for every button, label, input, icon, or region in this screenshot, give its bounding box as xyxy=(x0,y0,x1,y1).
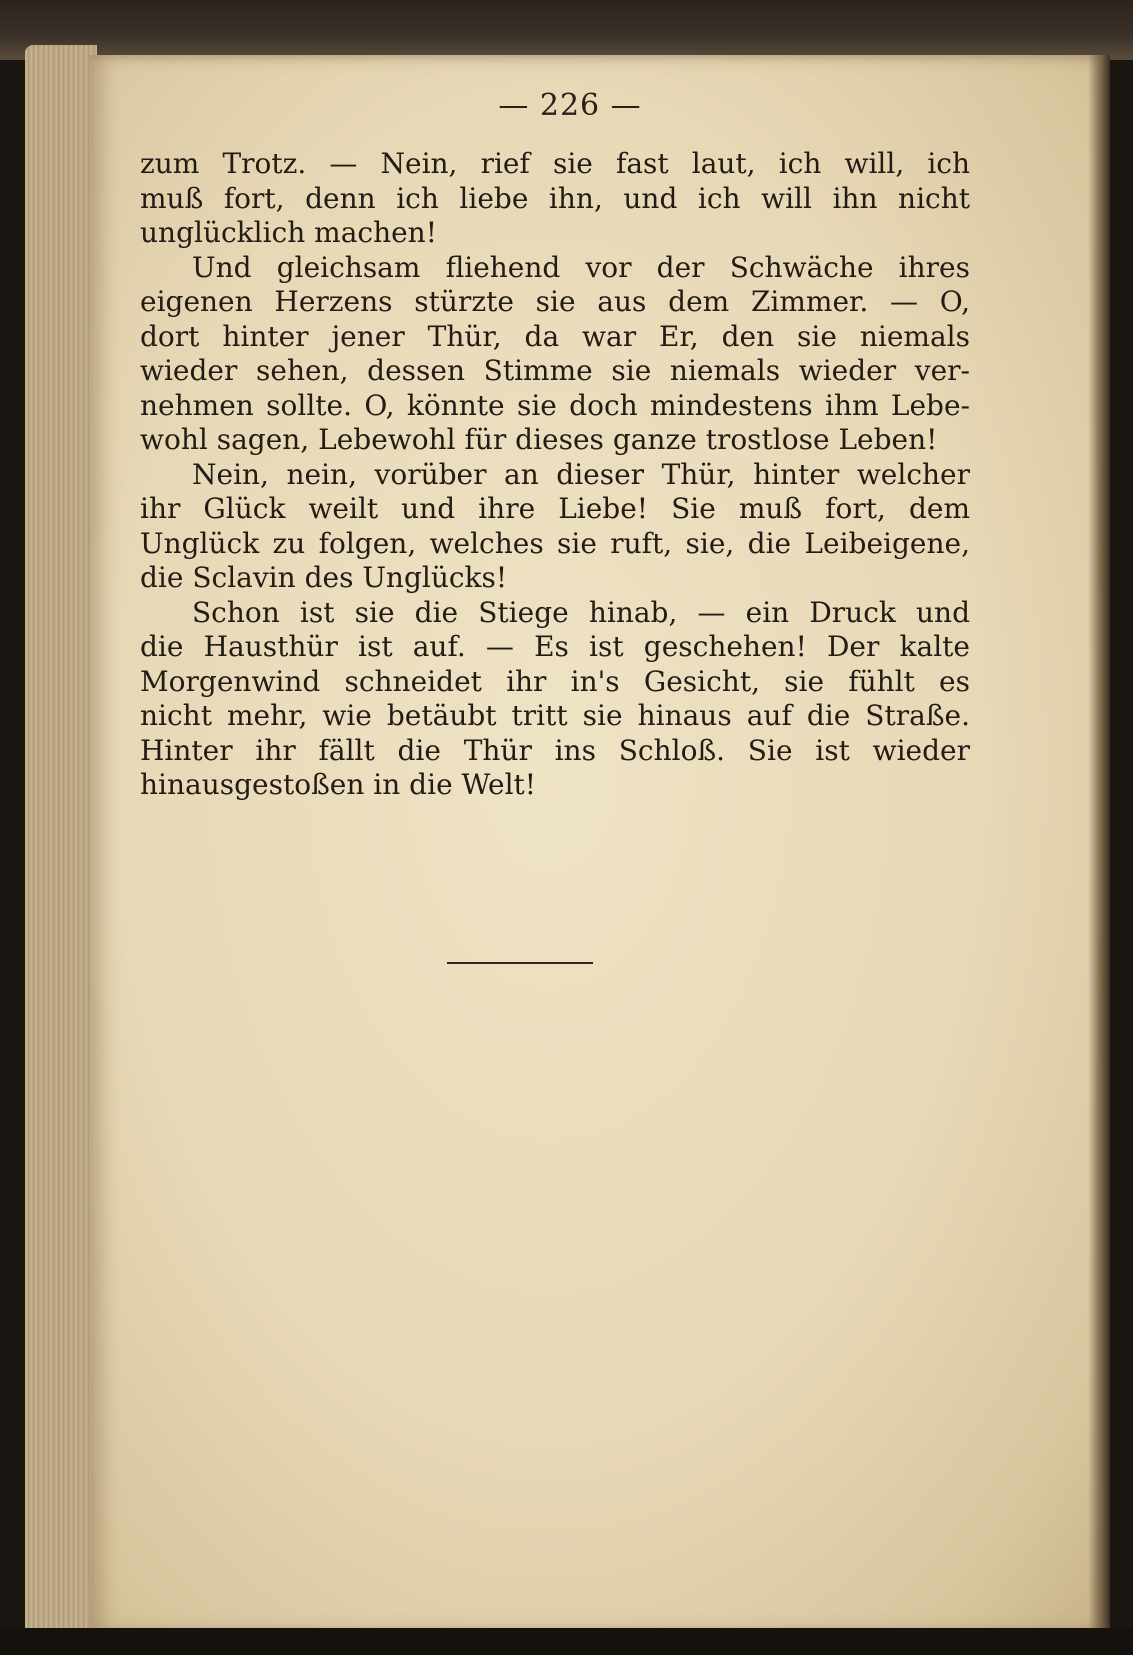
text-line: nehmen sollte. O, könnte sie doch mindestens ihm Lebe- xyxy=(140,388,970,422)
text-line: eigenen Herzens stürzte sie aus dem Zimmer. — O, xyxy=(140,285,970,318)
text-line: die Hausthür ist auf. — Es ist geschehen! Der kalte xyxy=(140,630,970,663)
bottom-shadow xyxy=(0,1628,1133,1655)
section-end-rule xyxy=(447,962,593,964)
page-edge-shadow xyxy=(1088,55,1110,1633)
text-line: wohl sagen, Lebewohl für dieses ganze trostlose Leben! xyxy=(140,423,938,456)
text-line: Unglück zu folgen, welches sie ruft, sie, die Leibeigene, xyxy=(140,526,970,560)
text-line: Nein, nein, vorüber an dieser Thür, hinter welcher xyxy=(192,457,970,491)
text-line: ihr Glück weilt und ihre Liebe! Sie muß fort, dem xyxy=(140,492,970,525)
text-line: unglücklich machen! xyxy=(140,216,437,249)
book-cover-top xyxy=(0,0,1133,60)
text-line: die Sclavin des Unglücks! xyxy=(140,561,508,594)
text-line: Und gleichsam fliehend vor der Schwäche ihres xyxy=(192,250,970,284)
text-line: wieder sehen, dessen Stimme sie niemals wieder ver- xyxy=(140,354,970,387)
text-line: nicht mehr, wie betäubt tritt sie hinaus auf die Straße. xyxy=(140,699,970,732)
text-line: dort hinter jener Thür, da war Er, den sie niemals xyxy=(140,319,970,353)
text-line: zum Trotz. — Nein, rief sie fast laut, ich will, ich xyxy=(140,147,970,180)
page-stack-edge xyxy=(25,45,97,1635)
page-number: — 226 — xyxy=(498,88,642,123)
text-line: Hinter ihr fällt die Thür ins Schloß. Sie ist wieder xyxy=(140,733,970,767)
text-line: Morgenwind schneidet ihr in's Gesicht, sie fühlt es xyxy=(140,664,970,698)
text-line: muß fort, denn ich liebe ihn, und ich will ihn nicht xyxy=(140,181,970,215)
body-text xyxy=(140,147,970,803)
text-line: Schon ist sie die Stiege hinab, — ein Druck und xyxy=(192,595,970,629)
text-line: hinausgestoßen in die Welt! xyxy=(140,768,537,801)
